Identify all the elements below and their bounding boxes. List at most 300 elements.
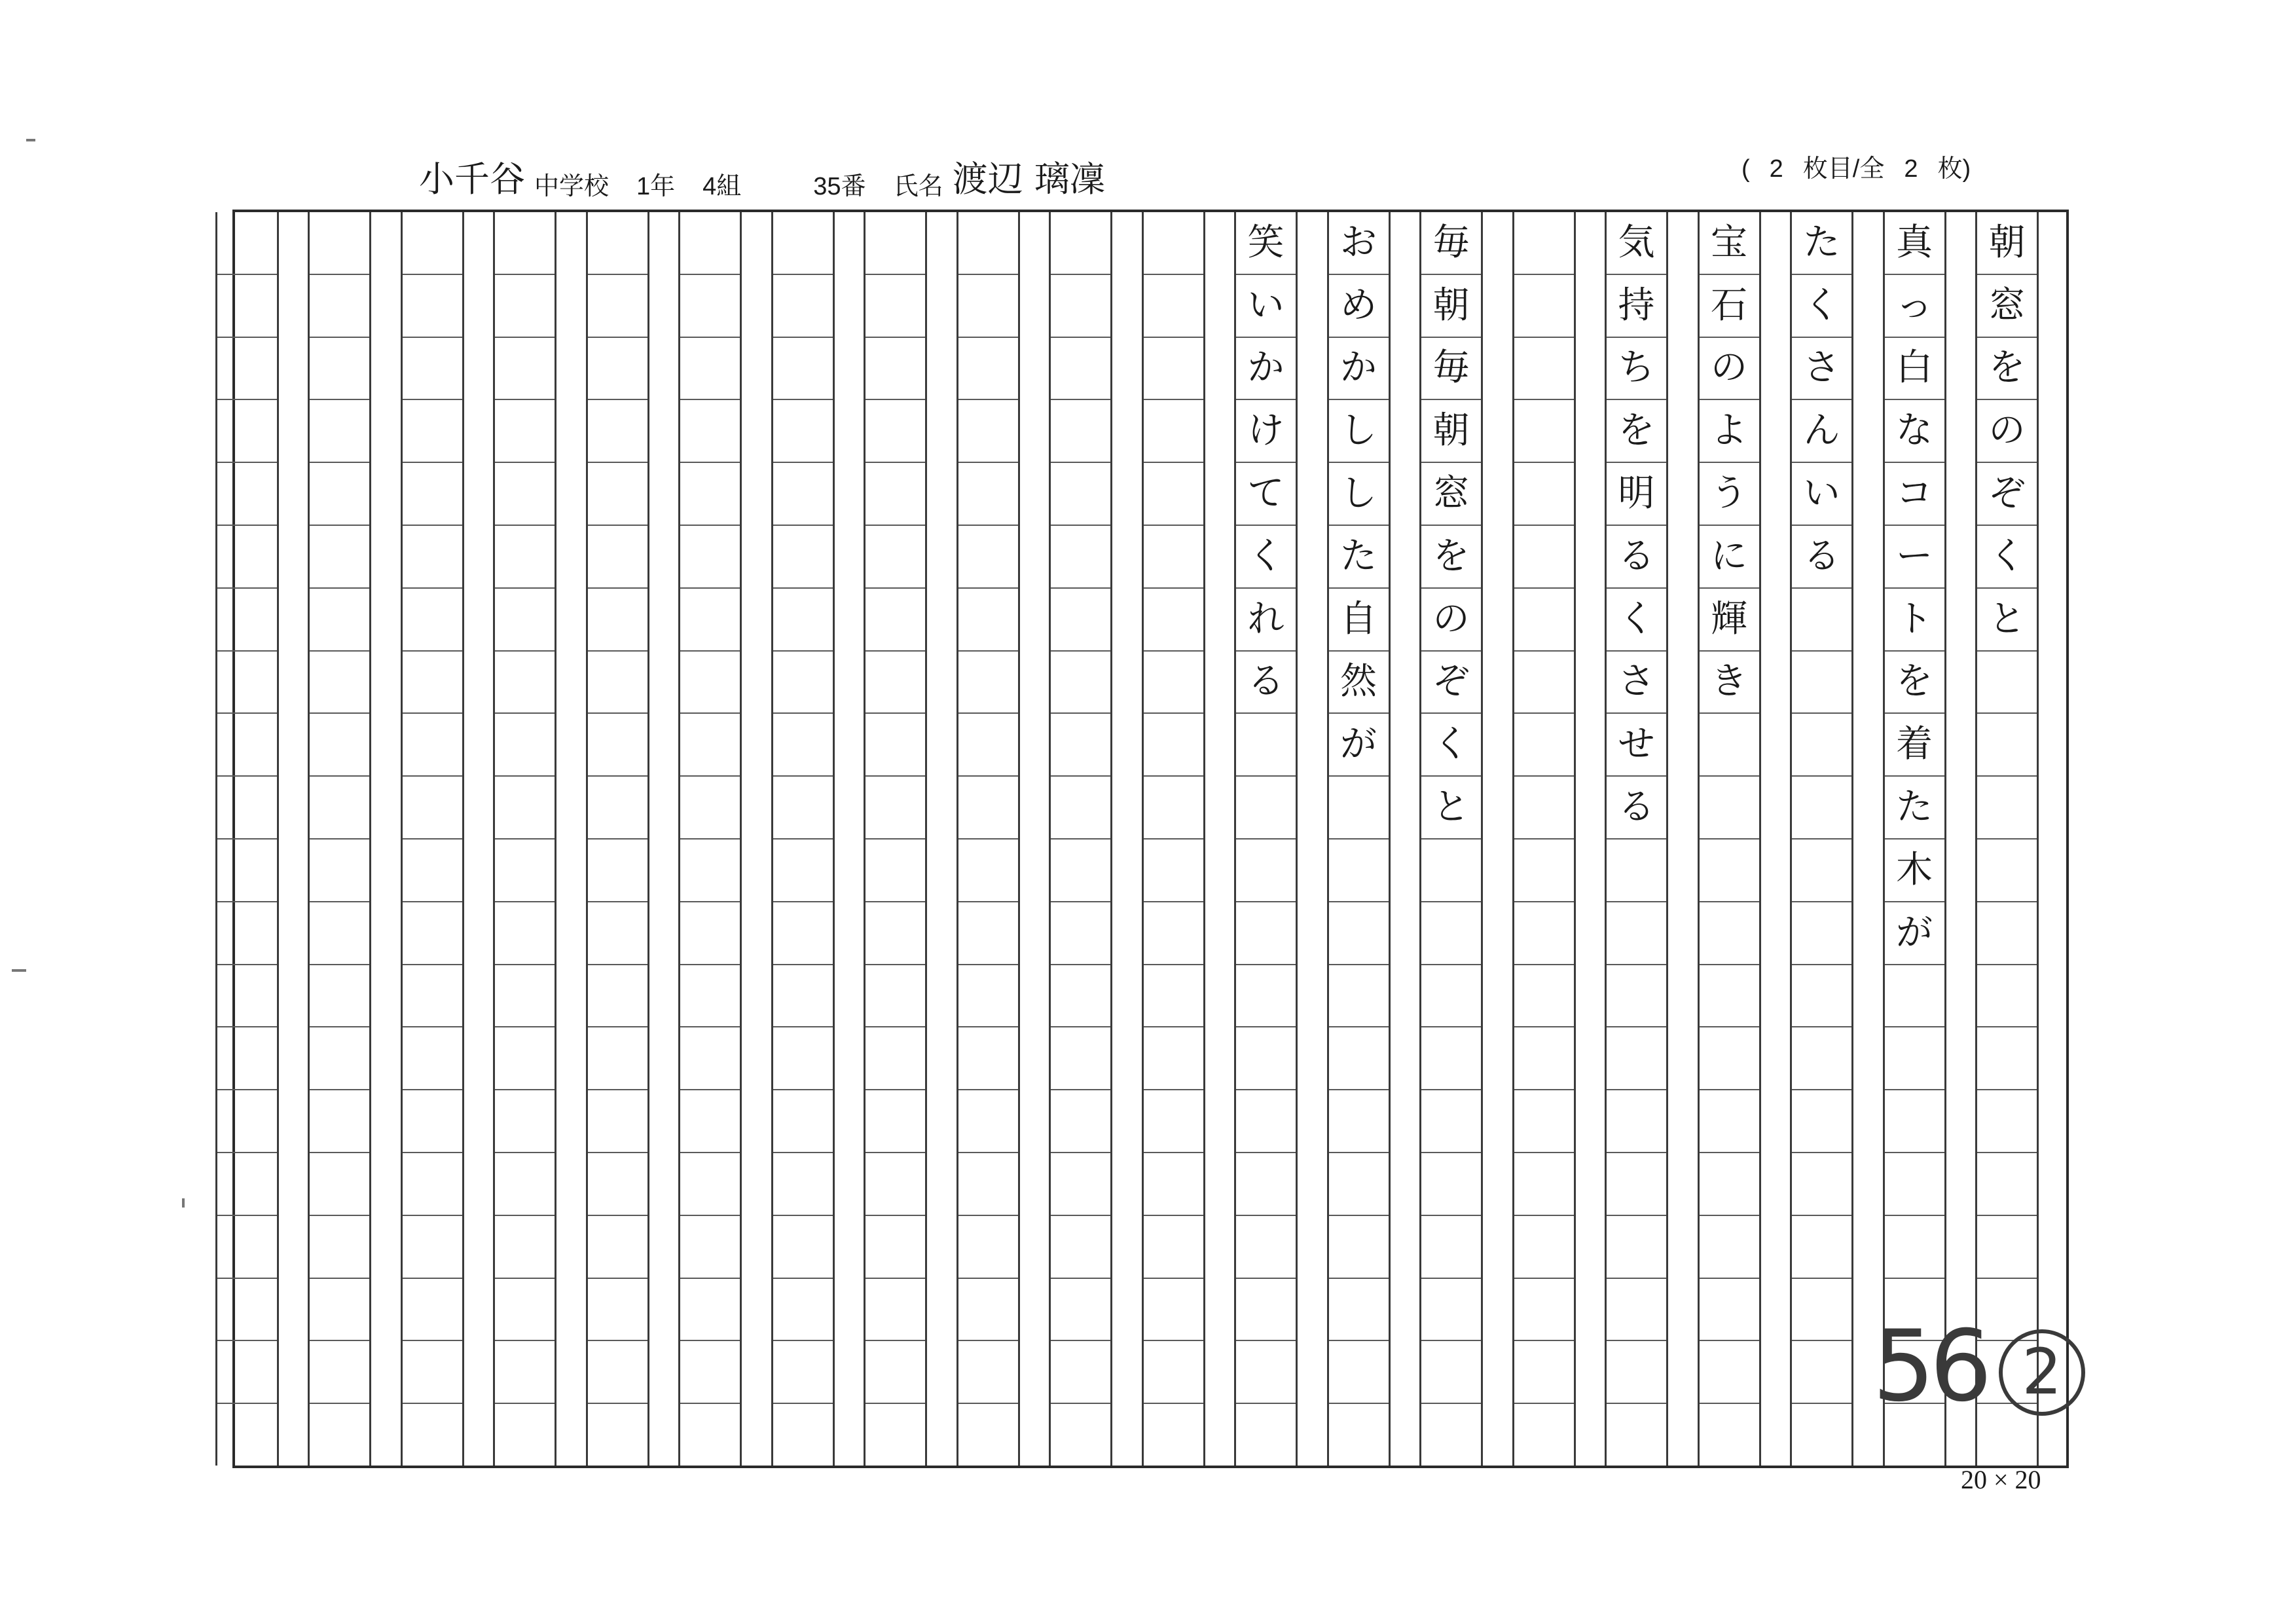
manuscript-cell: さ: [1607, 650, 1666, 713]
manuscript-cell: [1700, 1215, 1759, 1278]
manuscript-cell: [866, 1215, 925, 1278]
manuscript-cell: [1792, 650, 1851, 713]
manuscript-cell: [310, 212, 369, 274]
manuscript-cell: [773, 525, 833, 587]
manuscript-column: [1883, 212, 1946, 1466]
manuscript-cell: [403, 525, 462, 587]
score-circled-number: 2: [1999, 1329, 2085, 1416]
manuscript-cell: [1144, 587, 1203, 650]
manuscript-cell: [217, 838, 277, 901]
manuscript-cell: [958, 650, 1018, 713]
manuscript-cell: [1514, 399, 1574, 462]
manuscript-cell: [588, 1403, 647, 1466]
manuscript-cell: [1885, 1089, 1944, 1152]
manuscript-cell: し: [1329, 399, 1389, 462]
manuscript-cell: [403, 1278, 462, 1340]
manuscript-cell: [1514, 1340, 1574, 1403]
manuscript-column: [1327, 212, 1391, 1466]
manuscript-cell: [958, 337, 1018, 399]
manuscript-cell: が: [1885, 901, 1944, 964]
manuscript-cell: [866, 838, 925, 901]
manuscript-cell: [773, 212, 833, 274]
grid-size-label: 20 × 20: [1961, 1465, 2041, 1494]
manuscript-cell: [866, 901, 925, 964]
manuscript-cell: [1329, 1403, 1389, 1466]
manuscript-cell: [310, 1026, 369, 1089]
manuscript-cell: [310, 1340, 369, 1403]
manuscript-cell: [958, 525, 1018, 587]
manuscript-cell: [866, 775, 925, 838]
manuscript-cell: [1144, 274, 1203, 337]
manuscript-column: [1049, 212, 1112, 1466]
manuscript-cell: [403, 1152, 462, 1215]
manuscript-cell: [1144, 462, 1203, 525]
manuscript-cell: [403, 838, 462, 901]
manuscript-cell: 朝: [1421, 274, 1481, 337]
manuscript-cell: [1977, 775, 2037, 838]
manuscript-column: [308, 212, 371, 1466]
manuscript-cell: を: [1607, 399, 1666, 462]
manuscript-cell: [1329, 1340, 1389, 1403]
manuscript-cell: [1329, 838, 1389, 901]
manuscript-cell: [1051, 462, 1110, 525]
manuscript-column: [1419, 212, 1483, 1466]
manuscript-cell: [866, 1089, 925, 1152]
manuscript-cell: [773, 775, 833, 838]
manuscript-cell: [1144, 1152, 1203, 1215]
manuscript-cell: [1514, 1089, 1574, 1152]
manuscript-cell: [1421, 1026, 1481, 1089]
manuscript-cell: た: [1803, 221, 1840, 264]
manuscript-cell: [1607, 1403, 1666, 1466]
manuscript-cell: 持: [1607, 274, 1666, 337]
manuscript-cell: な: [1885, 399, 1944, 462]
manuscript-cell: [773, 838, 833, 901]
manuscript-cell: [1792, 1340, 1851, 1403]
manuscript-cell: [958, 274, 1018, 337]
manuscript-cell: [1421, 964, 1481, 1027]
manuscript-cell: る: [1607, 775, 1666, 838]
manuscript-cell: [1144, 525, 1203, 587]
manuscript-cell: く: [1607, 587, 1666, 650]
manuscript-cell: [773, 1403, 833, 1466]
manuscript-cell: と: [1421, 775, 1481, 838]
manuscript-cell: [217, 1278, 277, 1340]
manuscript-cell: [773, 587, 833, 650]
manuscript-cell: [1700, 901, 1759, 964]
manuscript-cell: め: [1329, 274, 1389, 337]
manuscript-cell: [1051, 1152, 1110, 1215]
manuscript-cell: [217, 650, 277, 713]
manuscript-cell: [217, 712, 277, 775]
manuscript-cell: [1977, 901, 2037, 964]
manuscript-cell: [403, 712, 462, 775]
manuscript-cell: [680, 838, 740, 901]
manuscript-cell: [588, 712, 647, 775]
manuscript-cell: [1421, 1278, 1481, 1340]
manuscript-cell: [773, 337, 833, 399]
manuscript-cell: [1236, 712, 1296, 775]
manuscript-cell: [1792, 838, 1851, 901]
manuscript-cell: ー: [1885, 525, 1944, 587]
manuscript-cell: [866, 1340, 925, 1403]
manuscript-cell: [217, 1215, 277, 1278]
manuscript-cell: [1607, 1026, 1666, 1089]
manuscript-cell: [1792, 1089, 1851, 1152]
manuscript-column: [215, 212, 279, 1466]
manuscript-cell: [310, 525, 369, 587]
manuscript-cell: [217, 964, 277, 1027]
manuscript-cell: [680, 1089, 740, 1152]
manuscript-cell: [773, 1152, 833, 1215]
manuscript-cell: [1144, 1215, 1203, 1278]
manuscript-cell: た: [1329, 525, 1389, 587]
manuscript-cell: [958, 964, 1018, 1027]
manuscript-cell: る: [1236, 650, 1296, 713]
manuscript-cell: [1700, 1340, 1759, 1403]
class: 4組: [702, 173, 742, 200]
name-label: 氏名: [893, 173, 943, 200]
manuscript-cell: [1514, 274, 1574, 337]
manuscript-cell: の: [1977, 399, 2037, 462]
manuscript-cell: 木: [1885, 838, 1944, 901]
manuscript-cell: [773, 1026, 833, 1089]
manuscript-cell: の: [1421, 587, 1481, 650]
manuscript-cell: [773, 1278, 833, 1340]
manuscript-cell: [310, 964, 369, 1027]
manuscript-cell: [1236, 1215, 1296, 1278]
manuscript-cell: っ: [1885, 274, 1944, 337]
manuscript-cell: [310, 1278, 369, 1340]
manuscript-cell: [403, 1403, 462, 1466]
manuscript-cell: 輝: [1700, 587, 1759, 650]
manuscript-cell: [588, 775, 647, 838]
manuscript-cell: [1421, 1089, 1481, 1152]
manuscript-cell: [217, 1089, 277, 1152]
manuscript-cell: [588, 274, 647, 337]
manuscript-column: [678, 212, 742, 1466]
manuscript-cell: [495, 901, 555, 964]
manuscript-cell: [1700, 1403, 1759, 1466]
manuscript-cell: 明: [1607, 462, 1666, 525]
manuscript-cell: [1051, 587, 1110, 650]
manuscript-cell: を: [1977, 337, 2037, 399]
manuscript-cell: [1977, 1152, 2037, 1215]
manuscript-cell: よ: [1700, 399, 1759, 462]
manuscript-cell: [1514, 650, 1574, 713]
manuscript-cell: [1792, 1152, 1851, 1215]
manuscript-cell: [217, 525, 277, 587]
manuscript-column: [1234, 212, 1298, 1466]
manuscript-cell: [773, 1215, 833, 1278]
manuscript-cell: る: [1792, 525, 1851, 587]
manuscript-cell: [773, 964, 833, 1027]
manuscript-cell: [958, 1152, 1018, 1215]
manuscript-cell: [1700, 1026, 1759, 1089]
manuscript-cell: と: [1977, 587, 2037, 650]
manuscript-cell: [1236, 838, 1296, 901]
manuscript-cell: [1144, 1278, 1203, 1340]
manuscript-cell: 真: [1896, 221, 1933, 264]
manuscript-cell: [495, 1089, 555, 1152]
manuscript-cell: [217, 1403, 277, 1466]
manuscript-cell: [1514, 1278, 1574, 1340]
grade: 1年: [636, 173, 676, 200]
manuscript-cell: [1977, 1026, 2037, 1089]
manuscript-cell: [495, 399, 555, 462]
manuscript-cell: [680, 274, 740, 337]
manuscript-cell: [1421, 1215, 1481, 1278]
manuscript-cell: [1051, 274, 1110, 337]
manuscript-cell: [866, 337, 925, 399]
manuscript-cell: [1607, 1152, 1666, 1215]
manuscript-cell: [588, 462, 647, 525]
manuscript-cell: [495, 964, 555, 1027]
manuscript-cell: [310, 650, 369, 713]
manuscript-cell: [1792, 1403, 1851, 1466]
manuscript-cell: [495, 337, 555, 399]
manuscript-cell: [588, 1215, 647, 1278]
manuscript-cell: く: [1421, 712, 1481, 775]
manuscript-cell: [1236, 1278, 1296, 1340]
manuscript-cell: [958, 587, 1018, 650]
manuscript-cell: [1144, 1026, 1203, 1089]
manuscript-cell: 宝: [1711, 221, 1747, 264]
manuscript-cell: [495, 1026, 555, 1089]
manuscript-cell: [1792, 1278, 1851, 1340]
manuscript-cell: 毎: [1432, 221, 1470, 264]
manuscript-cell: [403, 274, 462, 337]
manuscript-cell: [403, 462, 462, 525]
manuscript-cell: [1051, 337, 1110, 399]
score-mark: [1872, 1310, 2085, 1424]
manuscript-cell: [1051, 712, 1110, 775]
manuscript-cell: [1421, 1340, 1481, 1403]
manuscript-cell: [680, 587, 740, 650]
manuscript-cell: [495, 1340, 555, 1403]
manuscript-cell: [310, 712, 369, 775]
manuscript-cell: [958, 838, 1018, 901]
manuscript-cell: [588, 1340, 647, 1403]
manuscript-cell: [680, 775, 740, 838]
manuscript-cell: [1051, 1215, 1110, 1278]
manuscript-cell: [1514, 1026, 1574, 1089]
manuscript-cell: [588, 587, 647, 650]
manuscript-cell: [866, 525, 925, 587]
manuscript-cell: [310, 274, 369, 337]
manuscript-cell: [958, 775, 1018, 838]
manuscript-cell: [958, 399, 1018, 462]
manuscript-cell: 着: [1885, 712, 1944, 775]
school-name: 小千谷: [419, 158, 525, 200]
manuscript-cell: [1329, 775, 1389, 838]
manuscript-cell: [1051, 1278, 1110, 1340]
manuscript-cell: [588, 1278, 647, 1340]
manuscript-cell: [495, 1278, 555, 1340]
manuscript-cell: [217, 212, 277, 274]
manuscript-cell: [1977, 650, 2037, 713]
manuscript-cell: 自: [1329, 587, 1389, 650]
manuscript-cell: [1051, 212, 1110, 274]
manuscript-cell: [1514, 1403, 1574, 1466]
manuscript-cell: [403, 964, 462, 1027]
manuscript-cell: ん: [1792, 399, 1851, 462]
score-number: 56: [1872, 1310, 1987, 1424]
manuscript-cell: [403, 212, 462, 274]
manuscript-cell: う: [1700, 462, 1759, 525]
manuscript-cell: [1236, 775, 1296, 838]
manuscript-cell: れ: [1236, 587, 1296, 650]
manuscript-cell: [1144, 712, 1203, 775]
school-suffix: 中学校: [534, 173, 610, 200]
manuscript-cell: [1236, 964, 1296, 1027]
manuscript-cell: [310, 1215, 369, 1278]
manuscript-cell: [588, 1152, 647, 1215]
manuscript-cell: [1514, 712, 1574, 775]
manuscript-cell: [1792, 964, 1851, 1027]
manuscript-cell: か: [1329, 337, 1389, 399]
manuscript-cell: [958, 1215, 1018, 1278]
manuscript-column: [1512, 212, 1576, 1466]
manuscript-cell: ぞ: [1977, 462, 2037, 525]
manuscript-cell: [680, 1026, 740, 1089]
manuscript-cell: [495, 1152, 555, 1215]
manuscript-cell: [1144, 399, 1203, 462]
manuscript-cell: [403, 1340, 462, 1403]
manuscript-cell: [1792, 1215, 1851, 1278]
manuscript-cell: [495, 775, 555, 838]
manuscript-cell: 窓: [1421, 462, 1481, 525]
manuscript-cell: に: [1700, 525, 1759, 587]
manuscript-cell: [495, 462, 555, 525]
manuscript-cell: [403, 399, 462, 462]
manuscript-cell: が: [1329, 712, 1389, 775]
manuscript-cell: [1700, 712, 1759, 775]
manuscript-cell: [495, 1215, 555, 1278]
manuscript-cell: [1514, 901, 1574, 964]
manuscript-cell: [1051, 901, 1110, 964]
manuscript-cell: [1051, 838, 1110, 901]
manuscript-cell: [680, 1152, 740, 1215]
manuscript-cell: [1421, 1403, 1481, 1466]
student-number: 35番: [813, 173, 866, 200]
manuscript-cell: [1329, 1215, 1389, 1278]
manuscript-cell: [1792, 775, 1851, 838]
manuscript-column: [401, 212, 464, 1466]
manuscript-cell: 然: [1329, 650, 1389, 713]
manuscript-cell: [1144, 650, 1203, 713]
manuscript-cell: ト: [1885, 587, 1944, 650]
manuscript-cell: [403, 901, 462, 964]
manuscript-cell: ぞ: [1421, 650, 1481, 713]
manuscript-cell: [680, 901, 740, 964]
manuscript-cell: か: [1236, 337, 1296, 399]
manuscript-cell: [217, 587, 277, 650]
manuscript-cell: [1421, 901, 1481, 964]
manuscript-cell: [588, 964, 647, 1027]
manuscript-cell: [403, 1215, 462, 1278]
manuscript-cell: 白: [1885, 337, 1944, 399]
manuscript-cell: [680, 650, 740, 713]
manuscript-cell: [1236, 1403, 1296, 1466]
manuscript-cell: [1051, 1026, 1110, 1089]
manuscript-cell: [773, 712, 833, 775]
manuscript-cell: [773, 462, 833, 525]
manuscript-cell: [680, 525, 740, 587]
manuscript-column: [771, 212, 835, 1466]
manuscript-cell: [1977, 838, 2037, 901]
manuscript-cell: [495, 650, 555, 713]
manuscript-cell: [1051, 525, 1110, 587]
manuscript-cell: [1144, 337, 1203, 399]
manuscript-cell: [680, 712, 740, 775]
manuscript-cell: [1144, 212, 1203, 274]
manuscript-cell: [1051, 1340, 1110, 1403]
manuscript-cell: [217, 1026, 277, 1089]
manuscript-cell: [495, 1403, 555, 1466]
manuscript-cell: [1514, 587, 1574, 650]
manuscript-cell: [773, 274, 833, 337]
manuscript-cell: [1329, 964, 1389, 1027]
manuscript-cell: [1329, 1278, 1389, 1340]
manuscript-cell: き: [1700, 650, 1759, 713]
manuscript-cell: [1051, 964, 1110, 1027]
manuscript-cell: [588, 1089, 647, 1152]
manuscript-cell: [958, 1403, 1018, 1466]
manuscript-cell: [773, 901, 833, 964]
manuscript-cell: [958, 1089, 1018, 1152]
manuscript-column: [1698, 212, 1761, 1466]
manuscript-cell: [1051, 1089, 1110, 1152]
manuscript-column: [864, 212, 927, 1466]
manuscript-cell: [1514, 462, 1574, 525]
manuscript-cell: [866, 1152, 925, 1215]
manuscript-cell: [495, 274, 555, 337]
manuscript-cell: い: [1236, 274, 1296, 337]
manuscript-cell: [1514, 337, 1574, 399]
manuscript-cell: [310, 838, 369, 901]
manuscript-cell: [1607, 1215, 1666, 1278]
margin-tick: [12, 969, 26, 972]
manuscript-cell: 石: [1700, 274, 1759, 337]
manuscript-column: [957, 212, 1020, 1466]
manuscript-cell: [866, 1026, 925, 1089]
manuscript-cell: [1514, 212, 1574, 274]
manuscript-cell: お: [1340, 221, 1377, 264]
manuscript-cell: [1421, 838, 1481, 901]
manuscript-cell: [495, 212, 555, 274]
manuscript-column: [493, 212, 556, 1466]
manuscript-cell: [403, 1089, 462, 1152]
manuscript-cell: [1514, 964, 1574, 1027]
manuscript-cell: [1421, 1152, 1481, 1215]
manuscript-cell: [866, 1403, 925, 1466]
manuscript-cell: [1514, 775, 1574, 838]
manuscript-cell: の: [1700, 337, 1759, 399]
manuscript-column: [1142, 212, 1205, 1466]
margin-tick: [26, 139, 35, 141]
manuscript-cell: [1144, 1340, 1203, 1403]
manuscript-cell: [773, 1089, 833, 1152]
manuscript-cell: [1977, 712, 2037, 775]
manuscript-cell: [588, 337, 647, 399]
manuscript-cell: [958, 1278, 1018, 1340]
manuscript-cell: [1885, 1215, 1944, 1278]
manuscript-cell: [866, 274, 925, 337]
manuscript-cell: [217, 399, 277, 462]
manuscript-column: [586, 212, 649, 1466]
manuscript-cell: 朝: [1421, 399, 1481, 462]
